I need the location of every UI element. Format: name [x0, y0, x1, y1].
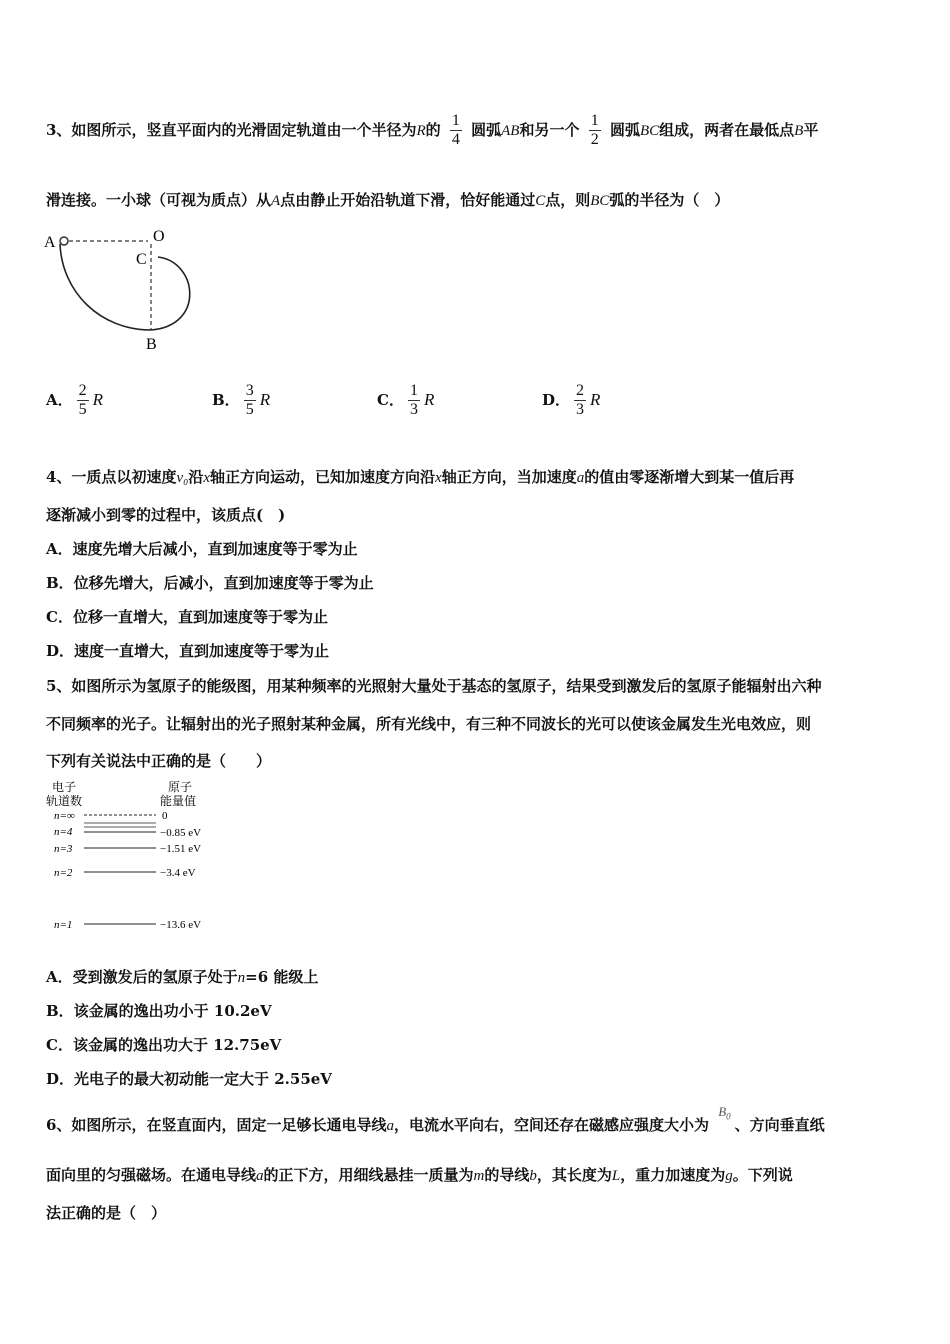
q3-option-c[interactable]: C． $\frac{1}{3}$ R [377, 382, 435, 419]
q3-option-a[interactable]: A． $\frac{2}{5}$ R [46, 382, 104, 419]
header-energy-value: 能量值 [160, 794, 197, 808]
fraction-half: $\frac{1}{2}$ [590, 112, 599, 149]
fig-label-C: C [136, 251, 147, 268]
q5-line-1: 5、如图所示为氢原子的能级图，用某种频率的光照射大量处于基态的氢原子，结果受到激发后的氢原子能辐射出六种 [46, 677, 822, 695]
fig-label-A: A [44, 234, 56, 251]
level-label-2: n=2 [54, 867, 73, 879]
level-label-4: n=4 [54, 826, 73, 838]
q6-line-3: 法正确的是（ ） [46, 1204, 167, 1222]
level-label-inf: n=∞ [54, 810, 75, 822]
level-energy-3: −1.51 eV [160, 843, 202, 855]
q5-line-3: 下列有关说法中正确的是（ ） [46, 752, 272, 770]
level-label-3: n=3 [54, 843, 73, 855]
q5-option-d[interactable]: D．光电子的最大初动能一定大于 2.55eV [46, 1070, 332, 1088]
energy-level-diagram [44, 777, 244, 937]
q5-option-b[interactable]: B．该金属的逸出功小于 10.2eV [46, 1002, 272, 1020]
q5-option-c[interactable]: C．该金属的逸出功大于 12.75eV [46, 1036, 282, 1054]
q4-line-1: 4、一质点以初速度v₀沿x轴正方向运动，已知加速度方向沿x轴正方向，当加速度a的值由零逐渐增大到某一值后再 [46, 468, 795, 486]
q4-option-a[interactable]: A．速度先增大后减小，直到加速度等于零为止 [46, 540, 358, 558]
level-energy-inf: 0 [162, 810, 168, 822]
q5-line-2: 不同频率的光子。让辐射出的光子照射某种金属，所有光线中，有三种不同波长的光可以使该金属发生光电效应，则 [46, 715, 812, 733]
ball [60, 237, 68, 245]
q4-option-d[interactable]: D．速度一直增大，直到加速度等于零为止 [46, 642, 330, 660]
b0-symbol: $B_0$ [718, 1104, 731, 1122]
q6-line-2: 面向里的匀强磁场。在通电导线a的正下方，用细线悬挂一质量为m的导线b，其长度为L，重力加速度为g。下列说 [46, 1166, 793, 1184]
header-orbit-number: 轨道数 [46, 794, 83, 808]
q3-track-figure [40, 222, 210, 357]
q4-option-b[interactable]: B．位移先增大，后减小，直到加速度等于零为止 [46, 574, 374, 592]
level-label-1: n=1 [54, 919, 73, 931]
fig-label-B: B [146, 336, 157, 353]
level-energy-1: −13.6 eV [160, 919, 202, 931]
fraction-quarter: $\frac{1}{4}$ [451, 112, 460, 149]
level-energy-2: −3.4 eV [160, 867, 196, 879]
q5-option-a[interactable]: A．受到激发后的氢原子处于n=6 能级上 [46, 968, 319, 986]
level-energy-4: −0.85 eV [160, 827, 202, 839]
q3-option-d[interactable]: D． $\frac{2}{3}$ R [542, 382, 601, 419]
header-atom: 原子 [168, 780, 193, 794]
fig-label-O: O [153, 228, 165, 245]
arc-BC [151, 257, 190, 330]
q3-line-1: 3、如图所示，竖直平面内的光滑固定轨道由一个半径为R的 $\frac{1}{4}$ 圆弧AB和另一个 $\frac{1}{2}$ 圆弧BC组成，两者在最低点B平 [46, 112, 819, 149]
q6-line-1: 6、如图所示，在竖直面内，固定一足够长通电导线a，电流水平向右，空间还存在磁感应强度大小为 $B_0$ 、方向垂直纸 [46, 1104, 825, 1134]
q4-line-2: 逐渐减小到零的过程中，该质点( ) [46, 506, 286, 524]
q3-line-2: 滑连接。一小球（可视为质点）从A点由静止开始沿轨道下滑，恰好能通过C点，则BC弧的半径为（ ） [46, 191, 730, 209]
header-electron: 电子 [52, 780, 77, 794]
q3-option-b[interactable]: B． $\frac{3}{5}$ R [212, 382, 271, 419]
q4-option-c[interactable]: C．位移一直增大，直到加速度等于零为止 [46, 608, 328, 626]
